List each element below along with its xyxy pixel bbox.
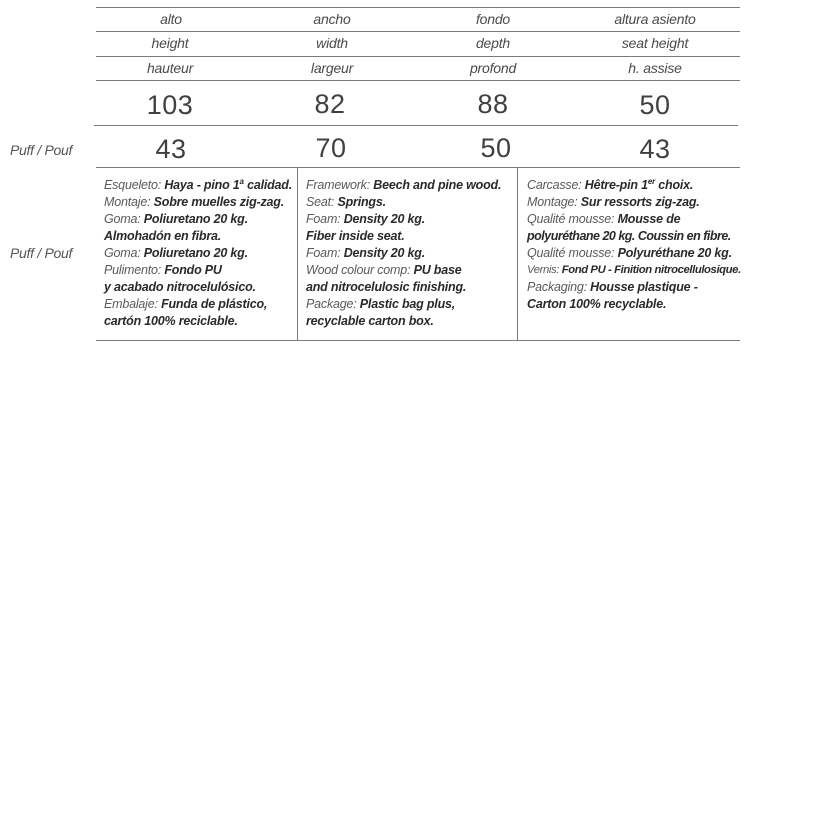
rule-top — [96, 7, 740, 8]
rule-after-english — [96, 56, 740, 57]
spec-es-assembly: Montaje: Sobre muelles zig-zag. — [104, 195, 284, 209]
header-height-fr: hauteur — [146, 60, 194, 76]
spec-es-skeleton: Esqueleto: Haya - pino 1$^a$ calidad. — [104, 177, 293, 192]
spec-fr-frame: Carcasse: Hêtre-pin 1er choix. — [527, 177, 694, 192]
spec-es-polish-cont: y acabado nitrocelulósico. — [104, 280, 256, 294]
dim-row1-seat-height: 50 — [639, 90, 671, 120]
spec-en-frame: Framework: Beech and pine wood. — [306, 178, 502, 192]
rule-after-row2 — [96, 167, 740, 168]
specs-french — [527, 177, 741, 313]
divider-es-en — [297, 167, 298, 340]
specs-row-label: Puff / Pouf — [10, 245, 73, 261]
dim-row2-height: 43 — [155, 134, 187, 164]
dim-row1-width: 82 — [314, 89, 346, 119]
header-depth-fr: profond — [469, 60, 517, 76]
header-seat-height-en: seat height — [621, 35, 689, 51]
spec-en-foam: Foam: Density 20 kg. — [306, 212, 425, 226]
specs-english — [306, 177, 501, 330]
header-depth-en: depth — [475, 35, 511, 51]
spec-fr-package-cont: Carton 100% recyclable. — [527, 297, 667, 311]
spec-en-seat: Seat: Springs. — [306, 195, 386, 209]
spec-es-package: Embalaje: Funda de plástico, — [104, 297, 268, 311]
dim-row2-seat-height: 43 — [639, 134, 671, 164]
header-width-en: width — [316, 35, 348, 51]
specs-spanish — [104, 177, 292, 330]
spec-es-foam2: Goma: Poliuretano 20 kg. — [104, 246, 248, 260]
rule-bottom — [96, 340, 740, 341]
divider-en-fr — [517, 167, 518, 340]
spec-en-wood: Wood colour comp: PU base — [306, 263, 462, 277]
dim-row2-width: 70 — [315, 133, 347, 163]
spec-en-fiber: Fiber inside seat. — [306, 229, 405, 243]
spec-fr-foam2: Qualité mousse: Polyuréthane 20 kg. — [527, 246, 732, 260]
spec-en-wood-cont: and nitrocelulosic finishing. — [306, 280, 467, 294]
spec-fr-foam-cont: polyuréthane 20 kg. Coussin en fibre. — [527, 229, 731, 243]
spec-es-cushion: Almohadón en fibra. — [104, 229, 222, 243]
spec-en-foam2: Foam: Density 20 kg. — [306, 246, 425, 260]
rule-after-spanish — [96, 31, 740, 32]
spec-fr-varnish: Vernis: Fond PU - Finition nitrocellulosique. — [527, 264, 741, 276]
dim-row1-height: 103 — [146, 90, 194, 120]
dim-row2-depth: 50 — [480, 133, 512, 163]
header-depth-es: fondo — [475, 11, 511, 27]
spec-es-polish: Pulimento: Fondo PU — [104, 263, 222, 277]
rule-after-french — [96, 80, 740, 81]
header-width-es: ancho — [313, 11, 351, 27]
spec-en-package: Package: Plastic bag plus, — [306, 297, 456, 311]
spec-fr-foam: Qualité mousse: Mousse de — [527, 212, 681, 226]
spec-es-package-cont: cartón 100% reciclable. — [104, 314, 238, 328]
spec-es-foam: Goma: Poliuretano 20 kg. — [104, 212, 248, 226]
header-height-es: alto — [160, 11, 182, 27]
rule-after-row1 — [94, 125, 738, 126]
header-width-fr: largeur — [310, 60, 354, 76]
spec-en-package-cont: recyclable carton box. — [306, 314, 434, 328]
spec-fr-package: Packaging: Housse plastique - — [527, 280, 698, 294]
dim-row1-depth: 88 — [477, 89, 509, 119]
header-height-en: height — [151, 35, 189, 51]
header-seat-height-fr: h. assise — [628, 60, 682, 76]
row-label-puff: Puff / Pouf — [10, 142, 73, 158]
spec-fr-assembly: Montage: Sur ressorts zig-zag. — [527, 195, 700, 209]
header-seat-height-es: altura asiento — [614, 11, 696, 27]
